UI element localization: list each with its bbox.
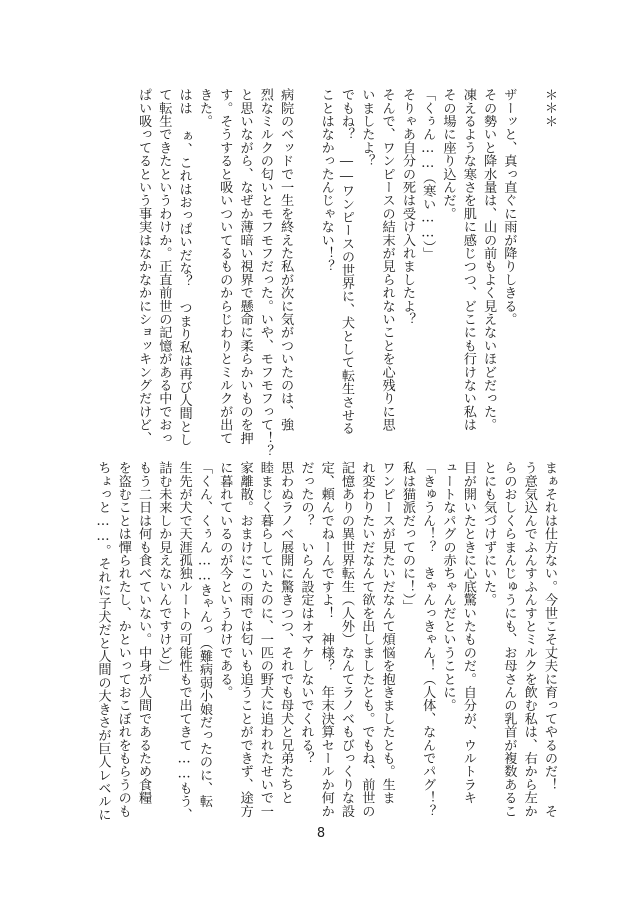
text-line: いましたよ？: [359, 88, 375, 168]
text-line: ュートなパグの赤ちゃんだということに。: [440, 461, 456, 712]
text-line: 私は猫派だってのに！）」: [399, 461, 415, 613]
text-line: 生先が犬で天涯孤独ルートの可能性もで出てきて……もう、: [176, 461, 192, 821]
text-line: 睦まじく暮らしていたのに、一匹の野犬に追われたせいで一: [257, 461, 273, 818]
text-line: す。そうすると吸いついてるものからじわりとミルクが出て: [217, 88, 233, 445]
text-line: 「きゅうん！？ きゃんっきゃん！（人体、なんでパグ！？: [420, 461, 436, 818]
text-line: 烈なミルクの匂いとモフモフだった。いや、モフモフって！？: [257, 88, 273, 458]
text-line: まぁそれは仕方ない。今世こそ丈夫に育ってやるのだ！ そ: [542, 461, 557, 818]
text-line: とにも気づけずにいた。: [481, 461, 497, 607]
text-line: 定、頼んでねーんですよ！ 神様？ 年末決算セールか何か: [318, 461, 334, 818]
text-line: を盗むことは憚られたし、かといっておこぼれをもらうのも: [115, 461, 131, 818]
text-line: [295, 88, 315, 439]
text-line: もう二日は何も食べていない。中身が人間であるため食糧: [136, 461, 152, 805]
text-line: ザーッと、真っ直ぐに雨が降りしきる。: [501, 88, 517, 326]
text-line: ちょっと……。それに子犬だと人間の大きさが巨人レベルに: [95, 461, 111, 821]
text-line: ＊＊＊: [542, 88, 557, 128]
text-line: はは ぁ、これはおっぱいだな？ つまり私は再び人間とし: [176, 88, 192, 447]
text-line: て転生できたというわけか。正直前世の記憶がある中でおっ: [156, 88, 172, 445]
lower-text-block: [95, 461, 559, 821]
text-line: 凍えるような寒さを肌に感じつつ、どこにも行けない私は: [460, 88, 476, 432]
text-line: 目が開いたときに心底驚いたものだ。自分が、ウルトラキ: [460, 461, 476, 805]
text-line: 記憶ありの異世界転生（人外）なんてラノベもびっくりな設: [339, 461, 355, 818]
text-line: きた。: [196, 88, 212, 128]
text-line: 思わぬラノベ展開に驚きつつ、それでも母犬と兄弟たちと: [278, 461, 294, 805]
text-line: 「くん、くぅん……きゃんっ（難病弱小娘だったのに、転: [196, 461, 212, 808]
text-line: ことはなかったんじゃない！？: [318, 88, 334, 273]
text-line: う意気込んでふんすふんすとミルクを飲む私は、右から左か: [521, 461, 537, 818]
text-line: その場に座り込んだ。: [440, 88, 456, 220]
text-line: だったの？ いらん設定はオマケしないでくれる？: [298, 461, 314, 765]
upper-text-block: [119, 88, 559, 458]
text-line: と思いながら、なぜか薄暗い視界で懸命に柔らかいものを押: [237, 88, 253, 445]
text-line: ぱい吸ってるという事実はなかなかにショッキングだけど、: [136, 88, 152, 445]
text-line: 病院のベッドで一生を終えた私が次に気がついたのは、強: [278, 88, 294, 432]
text-line: その勢いと降水量は、山の前もよく見えないほどだった。: [481, 88, 497, 432]
text-line: [518, 88, 538, 439]
text-line: そりゃあ自分の死は受け入れましたよ？: [399, 88, 415, 326]
text-line: らのおしくらまんじゅうにも、お母さんの乳首が複数あるこ: [501, 461, 517, 818]
text-line: 詰む未来しか見えないんですけど）」: [156, 461, 172, 679]
text-line: 家離散。おまけにこの雨では匂いも追うことができず、途方: [237, 461, 253, 818]
text-line: に暮れているのが今というわけである。: [217, 461, 233, 699]
text-line: 「くぅん……（寒い……）」: [420, 88, 436, 261]
text-line: ワンピースが見たいだなんて煩悩を抱きましたとも。生ま: [379, 461, 395, 805]
text-line: でもね？ ――ワンピースの世界に、犬として転生させる: [339, 88, 355, 435]
text-line: れ変わりたいだなんて欲を出しましたとも。でもね、前世の: [359, 461, 375, 818]
text-line: そんで、ワンピースの結末が見られないことを心残りに思: [379, 88, 395, 432]
page-number: 8: [316, 826, 326, 841]
